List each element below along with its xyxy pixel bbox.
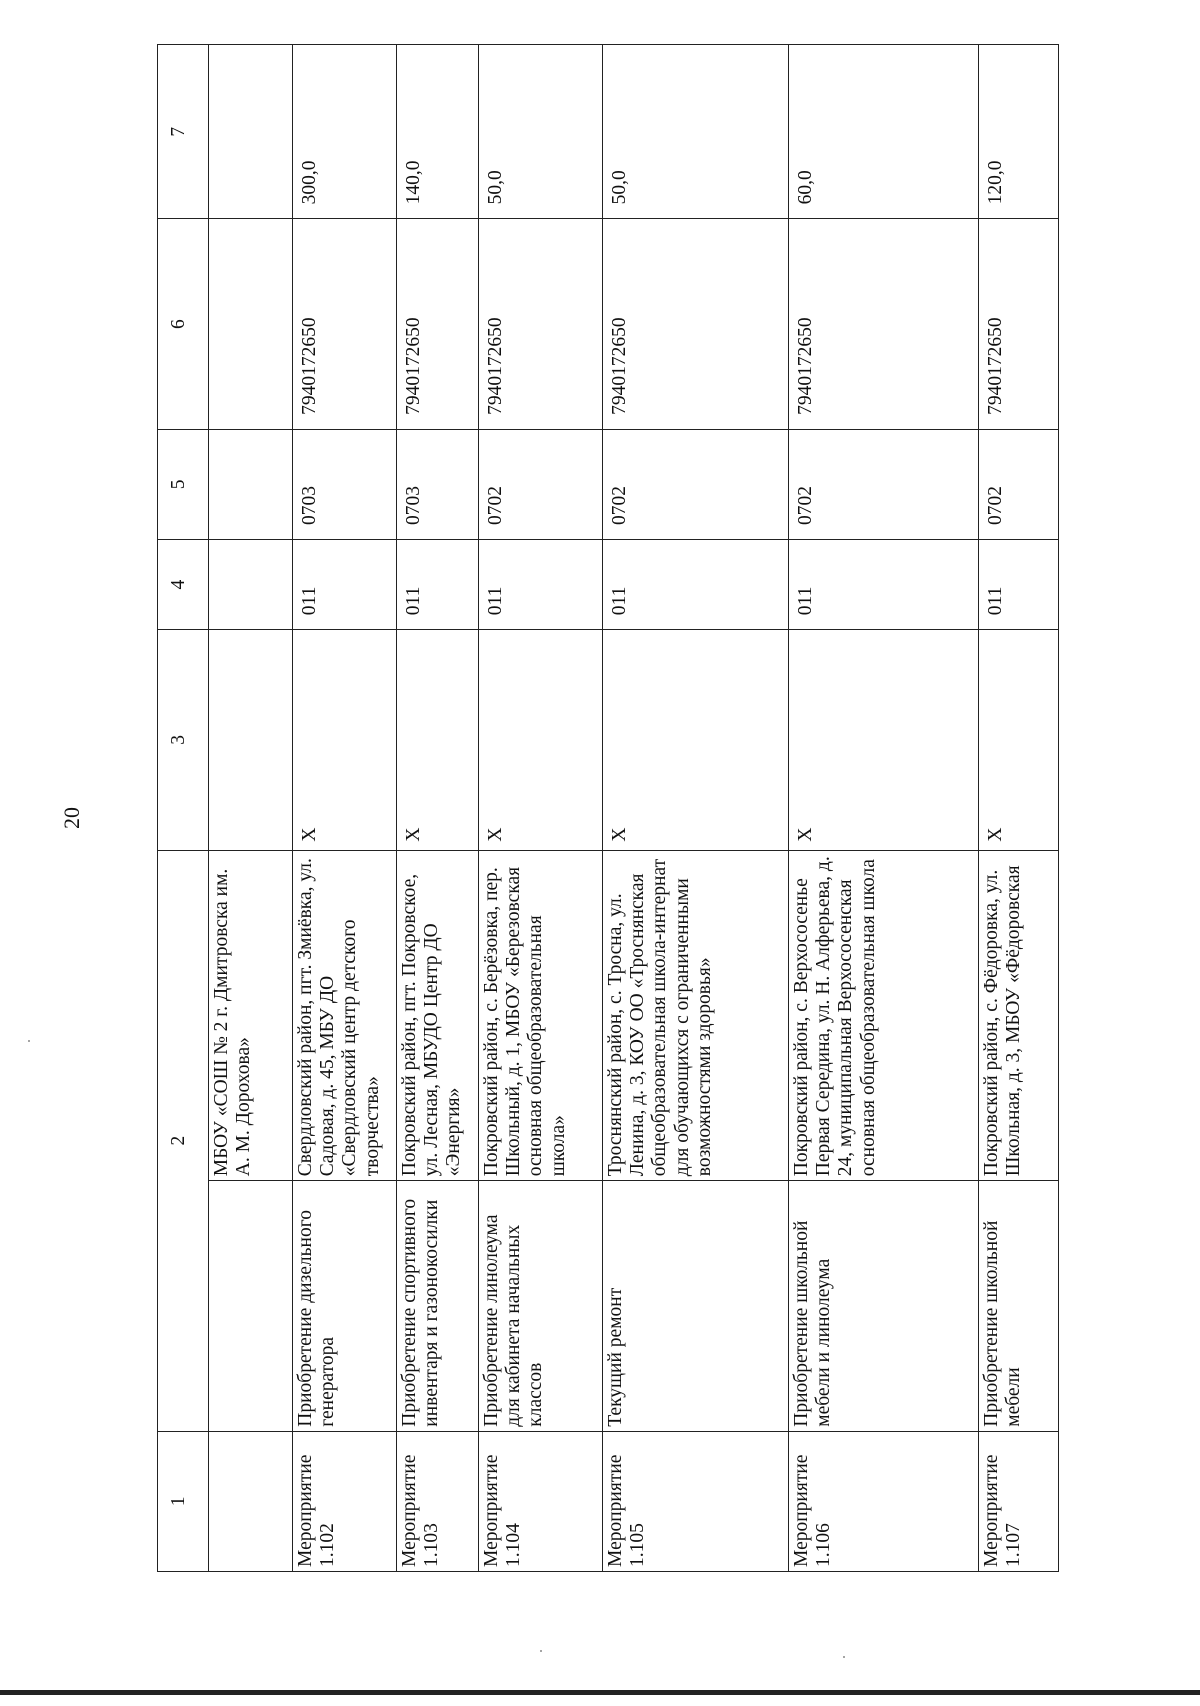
- col4-cell: 011: [293, 540, 397, 630]
- col4-cell: 011: [603, 540, 789, 630]
- table-row: [603, 45, 789, 1572]
- col6-cell: 7940172650: [479, 219, 603, 429]
- col5-cell: [209, 429, 293, 539]
- col6-cell: 7940172650: [979, 219, 1059, 429]
- table-row: [979, 45, 1059, 1572]
- col5-cell: 0702: [979, 429, 1059, 539]
- header-cell: 7: [158, 45, 209, 219]
- action-cell: Приобретение дизельного генератора: [293, 1181, 397, 1431]
- table-row: [397, 45, 479, 1572]
- action-cell: Приобретение школьной мебели: [979, 1181, 1059, 1431]
- header-row: [158, 45, 209, 1572]
- scan-speck: [540, 1650, 542, 1652]
- col4-cell: 011: [979, 540, 1059, 630]
- col6-cell: 7940172650: [603, 219, 789, 429]
- col3-cell: Х: [979, 630, 1059, 850]
- col5-cell: 0702: [789, 429, 979, 539]
- header-cell: 2: [158, 850, 209, 1431]
- col5-cell: 0703: [397, 429, 479, 539]
- col7-cell: 50,0: [479, 45, 603, 219]
- header-cell: 1: [158, 1431, 209, 1571]
- action-cell: Приобретение школьной мебели и линолеума: [789, 1181, 979, 1431]
- col6-cell: 7940172650: [397, 219, 479, 429]
- header-cell: 6: [158, 219, 209, 429]
- location-cell: Покровский район, с. Верхососенье Первая Середина, ул. Н. Алферьева, д. 24, муниципальная Верхососенская основная общеобразовательная школа: [789, 850, 979, 1181]
- col7-cell: 140,0: [397, 45, 479, 219]
- table-row: [479, 45, 603, 1572]
- col7-cell: 60,0: [789, 45, 979, 219]
- col6-cell: 7940172650: [293, 219, 397, 429]
- budget-table: [157, 44, 1059, 1572]
- col3-cell: [209, 630, 293, 850]
- header-cell: 5: [158, 429, 209, 539]
- event-cell: Мероприятие 1.106: [789, 1431, 979, 1571]
- col7-cell: 120,0: [979, 45, 1059, 219]
- col3-cell: Х: [397, 630, 479, 850]
- col5-cell: 0702: [603, 429, 789, 539]
- header-cell: 4: [158, 540, 209, 630]
- event-cell: Мероприятие 1.104: [479, 1431, 603, 1571]
- event-cell: Мероприятие 1.105: [603, 1431, 789, 1571]
- col5-cell: 0703: [293, 429, 397, 539]
- location-cell: МБОУ «СОШ № 2 г. Дмитровска им. А. М. Дорохова»: [209, 850, 293, 1181]
- col7-cell: 300,0: [293, 45, 397, 219]
- location-cell: Покровский район, пгт. Покровское, ул. Лесная, МБУДО Центр ДО «Энергия»: [397, 850, 479, 1181]
- col3-cell: Х: [789, 630, 979, 850]
- col4-cell: [209, 540, 293, 630]
- table-row: [293, 45, 397, 1572]
- scan-speck: [843, 1656, 845, 1658]
- location-cell: Свердловский район, пгт. Змиёвка, ул. Садовая, д. 45, МБУ ДО «Свердловский центр детского творчества»: [293, 850, 397, 1181]
- col4-cell: 011: [789, 540, 979, 630]
- col5-cell: 0702: [479, 429, 603, 539]
- col6-cell: 7940172650: [789, 219, 979, 429]
- table-row: [789, 45, 979, 1572]
- action-cell: Текущий ремонт: [603, 1181, 789, 1431]
- page-number: 20: [59, 807, 84, 829]
- col6-cell: [209, 219, 293, 429]
- event-cell: Мероприятие 1.107: [979, 1431, 1059, 1571]
- col3-cell: Х: [603, 630, 789, 850]
- location-cell: Троснянский район, с. Тросна, ул. Ленина, д. 3, КОУ ОО «Троснянская общеобразовательная школа-интернат для обучающихся с ограниченными возможностями здоровья»: [603, 850, 789, 1181]
- scan-edge-rule: [0, 1690, 1200, 1695]
- col4-cell: 011: [397, 540, 479, 630]
- scan-speck: [28, 1040, 30, 1042]
- col4-cell: 011: [479, 540, 603, 630]
- event-cell: Мероприятие 1.103: [397, 1431, 479, 1571]
- col7-cell: 50,0: [603, 45, 789, 219]
- location-cell: Покровский район, с. Фёдоровка, ул. Школьная, д. 3, МБОУ «Фёдоровская: [979, 850, 1059, 1181]
- rotated-table-wrapper: [157, 44, 1025, 1572]
- action-cell: Приобретение спортивного инвентаря и газонокосилки: [397, 1181, 479, 1431]
- header-cell: 3: [158, 630, 209, 850]
- col3-cell: Х: [479, 630, 603, 850]
- col3-cell: Х: [293, 630, 397, 850]
- table-row: [209, 45, 293, 1572]
- event-cell: [209, 1431, 293, 1571]
- location-cell: Покровский район, с. Берёзовка, пер. Школьный, д. 1, МБОУ «Березовская основная общеобразовательная школа»: [479, 850, 603, 1181]
- event-cell: Мероприятие 1.102: [293, 1431, 397, 1571]
- action-cell: Приобретение линолеума для кабинета начальных классов: [479, 1181, 603, 1431]
- col7-cell: [209, 45, 293, 219]
- action-cell: [209, 1181, 293, 1431]
